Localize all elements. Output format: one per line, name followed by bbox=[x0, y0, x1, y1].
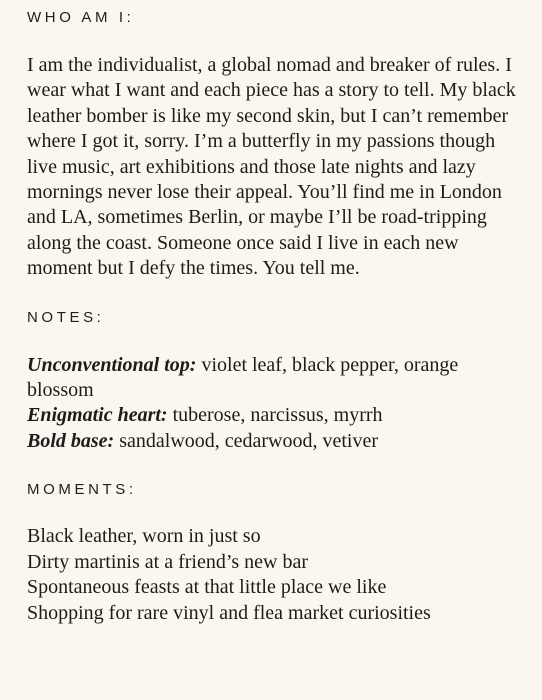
notes-heading: NOTES: bbox=[27, 308, 105, 326]
note-base-value: sandalwood, cedarwood, vetiver bbox=[114, 429, 379, 452]
who-am-i-text: I am the individualist, a global nomad and breaker of rules. I wear what I want and each piece has a story to tell. My black leather bomber is like my second skin, but I can’t remember where I got it, sorry. I’m a butterfly in my passions though live music, art exhibitions and those late nights and lazy mornings never lose their appeal. You’ll find me in London and LA, sometimes Berlin, or maybe I’ll be road-tripping along the coast. Someone once said I live in each new moment but I defy the times. You tell me. bbox=[27, 54, 516, 280]
note-heart-value: tuberose, narcissus, myrrh bbox=[167, 404, 383, 427]
moments-heading: MOMENTS: bbox=[27, 481, 137, 499]
moments-list bbox=[27, 524, 520, 626]
note-heart-label: Enigmatic heart: bbox=[27, 404, 168, 427]
note-top-label: Unconventional top: bbox=[27, 353, 197, 376]
list-item: Spontaneous feasts at that little place we like bbox=[27, 576, 387, 599]
note-top-value: violet leaf, black pepper, orange blossom bbox=[27, 353, 459, 402]
list-item: Dirty martinis at a friend’s new bar bbox=[27, 550, 309, 573]
note-top bbox=[27, 353, 520, 404]
note-base bbox=[27, 429, 520, 454]
list-item: Black leather, worn in just so bbox=[27, 525, 261, 548]
who-am-i-heading: WHO AM I: bbox=[27, 9, 135, 26]
list-item: Shopping for rare vinyl and flea market curiosities bbox=[27, 601, 431, 624]
notes-list bbox=[27, 353, 520, 455]
note-base-label: Bold base: bbox=[27, 429, 115, 452]
note-heart bbox=[27, 403, 520, 428]
